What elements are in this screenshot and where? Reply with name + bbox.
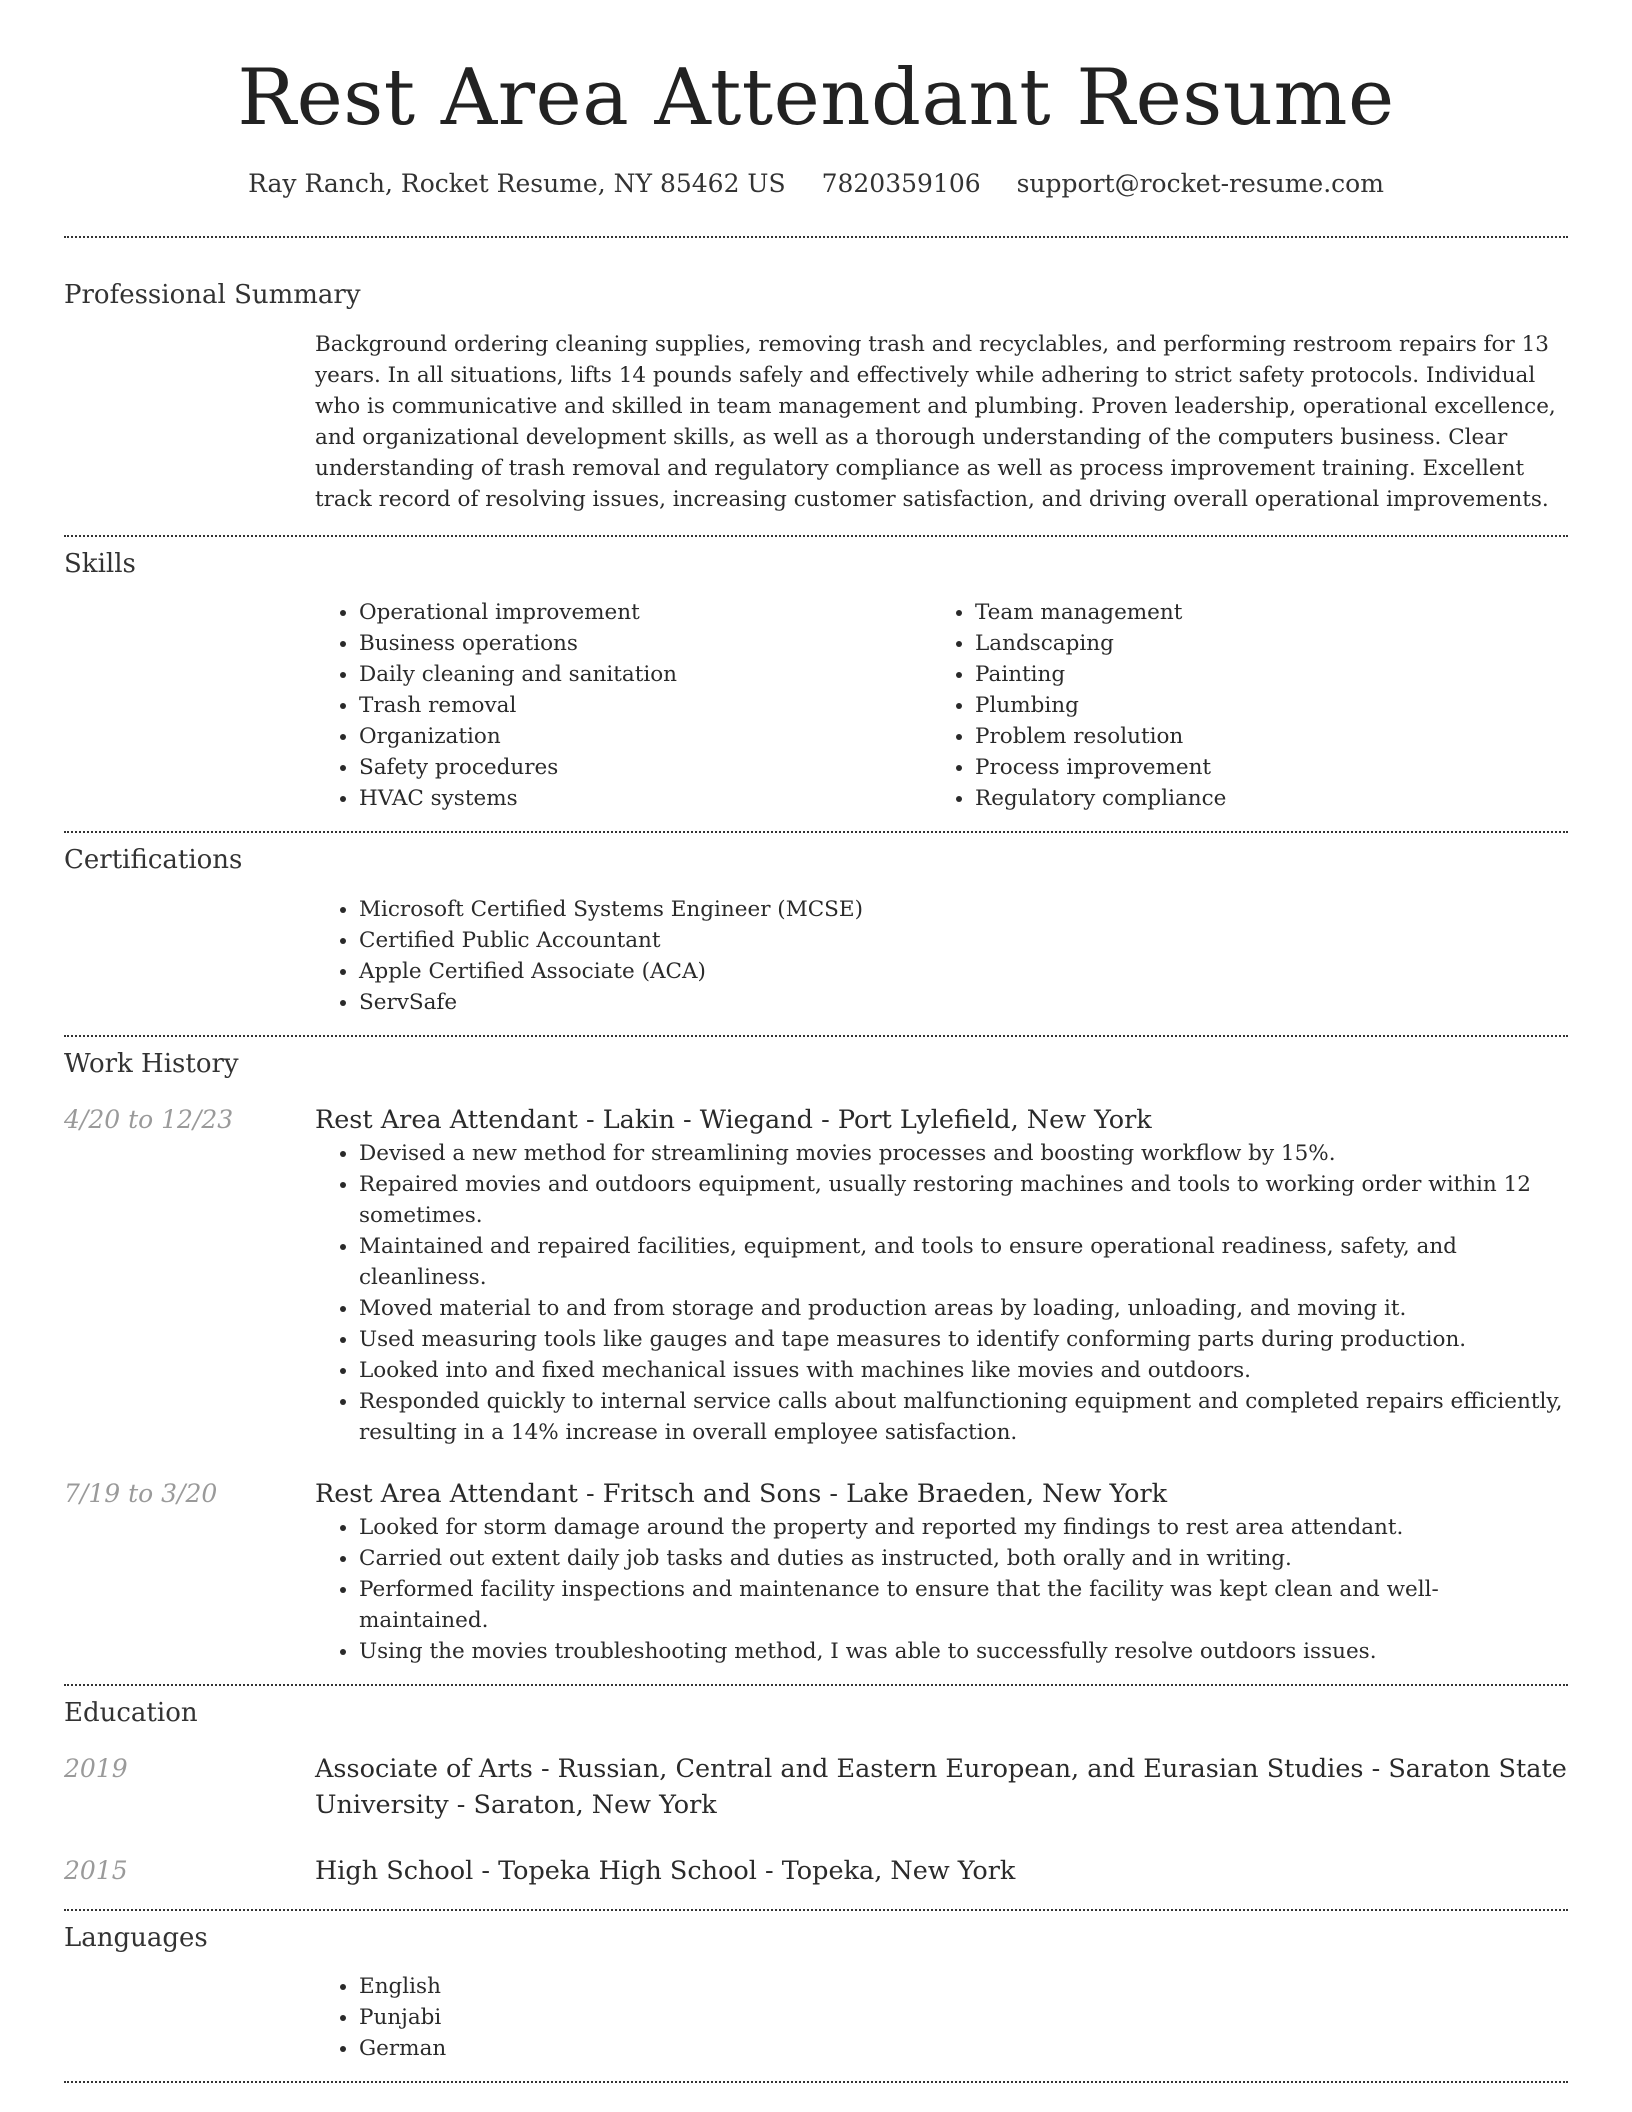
job-bullet: • Repaired movies and outdoors equipment, usually restoring machines and tools to working order within 12 sometimes.: [359, 1169, 1568, 1231]
work-history-heading: Work History: [64, 1048, 239, 1079]
skill-item: • Problem resolution: [975, 721, 1568, 752]
skill-item: • Regulatory compliance: [975, 783, 1568, 814]
summary-heading: Professional Summary: [64, 280, 361, 311]
certification-item: • Certified Public Accountant: [359, 925, 1568, 956]
contact-address: Ray Ranch, Rocket Resume, NY 85462 US: [248, 168, 786, 198]
divider: [64, 1684, 1568, 1686]
skills-section: [64, 549, 1568, 831]
skills-list-right: [931, 597, 1568, 814]
education-section: [64, 1698, 1568, 1889]
job-bullet: • Looked for storm damage around the property and reported my findings to rest area attendant.: [359, 1512, 1568, 1543]
divider: [64, 236, 1568, 238]
summary-section: [64, 280, 1568, 535]
job-dates: 7/19 to 3/20: [64, 1478, 218, 1508]
certifications-heading: Certifications: [64, 845, 243, 876]
skill-item: • Operational improvement: [359, 597, 931, 628]
skills-list-left: [315, 597, 931, 814]
job-bullets-row: [64, 1138, 1568, 1448]
summary-text: Background ordering cleaning supplies, removing trash and recyclables, and performing restroom repairs for 13 years. In all situations, lifts 14 pounds safely and effectively while adhering to strict safety protocols. Individual who is communicative and skilled in team management and plumbing. Proven leadership, operational excellence, and organizational development skills, as well as a thorough understanding of the computers business. Clear understanding of trash removal and regulatory compliance as well as process improvement training. Excellent track record of resolving issues, increasing customer satisfaction, and driving overall operational improvements.: [315, 332, 1556, 513]
education-text: High School - Topeka High School - Topeka, New York: [315, 1856, 1016, 1887]
job-bullet: • Responded quickly to internal service calls about malfunctioning equipment and completed repairs efficiently, resulting in a 14% increase in overall employee satisfaction.: [359, 1386, 1568, 1448]
education-heading: Education: [64, 1697, 198, 1728]
job-bullet: • Performed facility inspections and maintenance to ensure that the facility was kept clean and well-maintained.: [359, 1574, 1568, 1636]
education-year: 2019: [64, 1754, 128, 1784]
job-bullet: • Using the movies troubleshooting method, I was able to successfully resolve outdoors issues.: [359, 1636, 1568, 1667]
job-bullet: • Moved material to and from storage and production areas by loading, unloading, and moving it.: [359, 1293, 1568, 1324]
contact-line: [64, 168, 1568, 201]
job-bullet: • Maintained and repaired facilities, equipment, and tools to ensure operational readiness, safety, and cleanliness.: [359, 1231, 1568, 1293]
job-bullet: • Devised a new method for streamlining movies processes and boosting workflow by 15%.: [359, 1138, 1568, 1169]
languages-section: [64, 1923, 1568, 2081]
job-bullets: [315, 1512, 1568, 1667]
skills-grid: [315, 597, 1568, 814]
skills-body: [315, 580, 1568, 831]
language-item: • English: [359, 1971, 1568, 2002]
languages-heading: Languages: [64, 1923, 208, 1954]
divider: [64, 1909, 1568, 1911]
work-history-section: [64, 1049, 1568, 1684]
skill-item: • Organization: [359, 721, 931, 752]
skill-item: • Trash removal: [359, 690, 931, 721]
language-item: • Punjabi: [359, 2002, 1568, 2033]
skill-item: • Landscaping: [975, 628, 1568, 659]
divider: [64, 535, 1568, 537]
certification-item: • Apple Certified Associate (ACA): [359, 956, 1568, 987]
job-dates: 4/20 to 12/23: [64, 1104, 234, 1134]
job-bullet: • Carried out extent daily job tasks and duties as instructed, both orally and in writing.: [359, 1543, 1568, 1574]
skill-item: • HVAC systems: [359, 783, 931, 814]
education-entry: [64, 1853, 1568, 1889]
divider: [64, 1035, 1568, 1037]
education-entry: [64, 1751, 1568, 1823]
divider: [64, 2081, 1568, 2083]
job-bullets: [315, 1138, 1568, 1448]
certification-item: • ServSafe: [359, 987, 1568, 1018]
job-bullet: • Used measuring tools like gauges and tape measures to identify conforming parts during production.: [359, 1324, 1568, 1355]
contact-phone: 7820359106: [821, 168, 981, 198]
certifications-section: [64, 845, 1568, 1034]
skill-item: • Process improvement: [975, 752, 1568, 783]
resume-title: Rest Area Attendant Resume: [237, 53, 1395, 143]
skills-heading: Skills: [64, 549, 136, 580]
skill-item: • Daily cleaning and sanitation: [359, 659, 931, 690]
skill-item: • Safety procedures: [359, 752, 931, 783]
job-title: Rest Area Attendant - Lakin - Wiegand - Port Lylefield, New York: [315, 1104, 1152, 1135]
skill-item: • Team management: [975, 597, 1568, 628]
job-entry: [64, 1102, 1568, 1138]
skill-item: • Business operations: [359, 628, 931, 659]
job-title: Rest Area Attendant - Fritsch and Sons - Lake Braeden, New York: [315, 1478, 1168, 1509]
education-year: 2015: [64, 1856, 128, 1886]
skill-item: • Painting: [975, 659, 1568, 690]
language-item: • German: [359, 2033, 1568, 2064]
certifications-body: [315, 877, 1568, 1035]
education-text: Associate of Arts - Russian, Central and Eastern European, and Eurasian Studies - Saraton State University - Saraton, New York: [315, 1754, 1567, 1821]
job-bullets-row: [64, 1512, 1568, 1684]
contact-email: support@rocket-resume.com: [1016, 168, 1384, 198]
languages-body: [315, 1954, 1568, 2081]
certification-item: • Microsoft Certified Systems Engineer (MCSE): [359, 894, 1568, 925]
divider: [64, 831, 1568, 833]
skill-item: • Plumbing: [975, 690, 1568, 721]
certifications-list: [315, 894, 1568, 1018]
job-entry: [64, 1476, 1568, 1512]
languages-list: [315, 1971, 1568, 2064]
job-bullet: • Looked into and fixed mechanical issues with machines like movies and outdoors.: [359, 1355, 1568, 1386]
